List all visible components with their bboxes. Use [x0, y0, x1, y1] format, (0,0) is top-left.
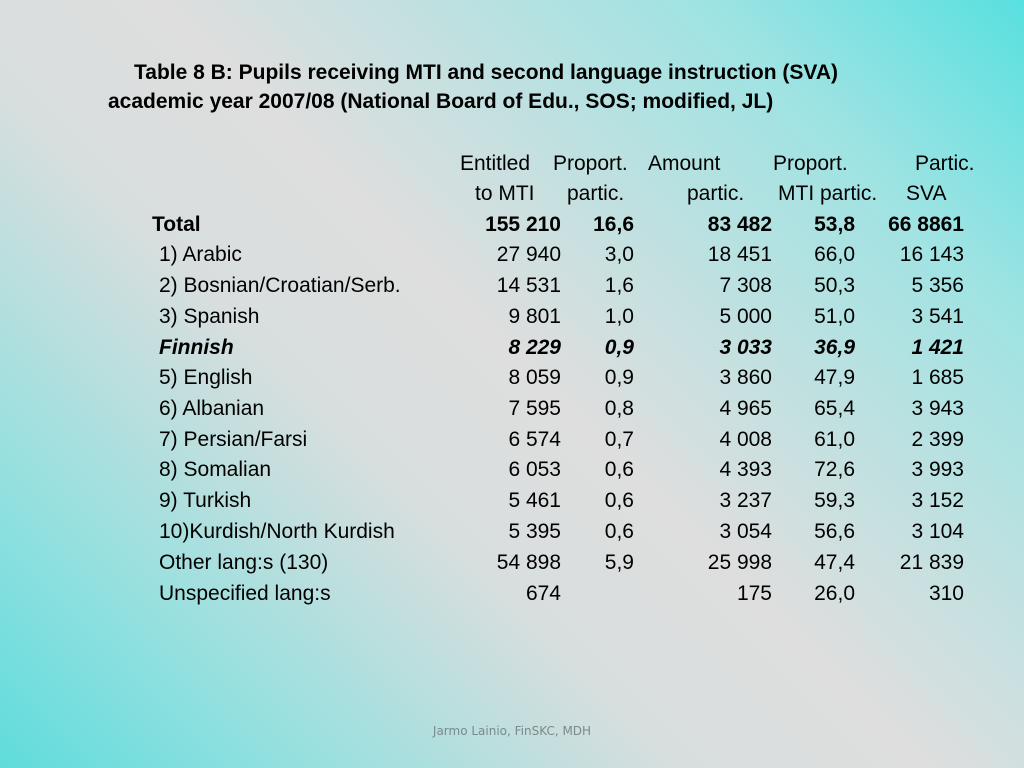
table-row	[0, 364, 1024, 392]
cell-entitled: 5 395	[508, 520, 561, 543]
cell-partic-sva: 3 541	[911, 305, 964, 328]
header-row-2	[0, 180, 1024, 208]
cell-amount: 4 965	[719, 397, 772, 420]
header-proport: Proport.	[553, 152, 628, 175]
cell-partic-sva: 3 152	[911, 489, 964, 512]
cell-amount: 3 054	[719, 520, 772, 543]
cell-entitled: 5 461	[508, 489, 561, 512]
header-partic-1: partic.	[567, 182, 625, 205]
header-entitled: Entitled	[460, 152, 531, 175]
table-row	[0, 395, 1024, 423]
row-label: Finnish	[159, 336, 234, 359]
cell-entitled: 674	[525, 582, 561, 605]
cell-partic-sva: 310	[928, 582, 964, 605]
cell-proport-mti: 53,8	[814, 213, 855, 236]
row-label: Unspecified lang:s	[159, 582, 331, 605]
cell-proport-mti: 51,0	[814, 305, 855, 328]
cell-proport-mti: 66,0	[814, 243, 855, 266]
cell-proport: 0,9	[604, 366, 634, 389]
cell-partic-sva: 16 143	[899, 243, 964, 266]
cell-proport-mti: 50,3	[814, 274, 855, 297]
cell-partic-sva: 3 104	[911, 520, 964, 543]
table-row	[0, 426, 1024, 454]
table-row	[0, 241, 1024, 269]
cell-entitled: 7 595	[508, 397, 561, 420]
cell-proport: 3,0	[604, 243, 634, 266]
cell-entitled: 27 940	[496, 243, 561, 266]
row-label: 7) Persian/Farsi	[159, 428, 308, 451]
row-label: 5) English	[159, 366, 253, 389]
table-row	[0, 518, 1024, 546]
cell-amount: 3 237	[719, 489, 772, 512]
table-title	[108, 58, 1008, 116]
cell-proport: 16,6	[593, 213, 634, 236]
cell-proport: 1,0	[604, 305, 634, 328]
cell-entitled: 14 531	[496, 274, 561, 297]
cell-proport-mti: 59,3	[814, 489, 855, 512]
cell-entitled: 9 801	[508, 305, 561, 328]
cell-proport: 0,9	[604, 336, 634, 359]
cell-partic-sva: 21 839	[899, 551, 964, 574]
row-label: 2) Bosnian/Croatian/Serb.	[159, 274, 401, 297]
cell-amount: 4 393	[719, 458, 772, 481]
cell-partic-sva: 66 8861	[888, 213, 964, 236]
cell-proport-mti: 56,6	[814, 520, 855, 543]
cell-entitled: 6 574	[508, 428, 561, 451]
cell-amount: 3 033	[719, 336, 772, 359]
cell-proport: 0,7	[604, 428, 634, 451]
cell-proport-mti: 72,6	[814, 458, 855, 481]
cell-entitled: 54 898	[496, 551, 561, 574]
cell-partic-sva: 1 685	[911, 366, 964, 389]
table-row	[0, 272, 1024, 300]
cell-proport: 0,8	[604, 397, 634, 420]
cell-proport: 0,6	[604, 489, 634, 512]
header-sva: SVA	[906, 182, 947, 205]
cell-proport-mti: 61,0	[814, 428, 855, 451]
row-label: Other lang:s (130)	[159, 551, 329, 574]
table-row	[0, 303, 1024, 331]
header-row-1	[0, 150, 1024, 178]
cell-proport-mti: 36,9	[814, 336, 855, 359]
row-label: 6) Albanian	[159, 397, 265, 420]
cell-amount: 4 008	[719, 428, 772, 451]
row-label: Total	[152, 213, 201, 236]
row-label: 1) Arabic	[159, 243, 242, 266]
cell-proport-mti: 47,4	[814, 551, 855, 574]
cell-amount: 18 451	[707, 243, 772, 266]
header-proport-2: Proport.	[773, 152, 848, 175]
cell-partic-sva: 2 399	[911, 428, 964, 451]
cell-partic-sva: 3 993	[911, 458, 964, 481]
header-amount: Amount	[648, 152, 721, 175]
table-row	[0, 211, 1024, 239]
cell-partic-sva: 5 356	[911, 274, 964, 297]
table-row	[0, 456, 1024, 484]
row-label: 3) Spanish	[159, 305, 260, 328]
title-line-1: Table 8 B: Pupils receiving MTI and second language instruction (SVA)	[134, 61, 838, 84]
cell-entitled: 155 210	[485, 213, 561, 236]
cell-amount: 7 308	[719, 274, 772, 297]
cell-entitled: 8 229	[508, 336, 561, 359]
cell-entitled: 6 053	[508, 458, 561, 481]
cell-amount: 5 000	[719, 305, 772, 328]
cell-proport: 5,9	[604, 551, 634, 574]
header-mti-partic: MTI partic.	[778, 182, 878, 205]
header-partic-2: partic.	[687, 182, 745, 205]
cell-amount: 175	[736, 582, 772, 605]
cell-proport-mti: 26,0	[814, 582, 855, 605]
row-label: 10)Kurdish/North Kurdish	[159, 520, 395, 543]
header-partic: Partic.	[915, 152, 975, 175]
table-row	[0, 334, 1024, 362]
cell-proport-mti: 65,4	[814, 397, 855, 420]
cell-proport: 0,6	[604, 458, 634, 481]
cell-proport: 1,6	[604, 274, 634, 297]
cell-proport-mti: 47,9	[814, 366, 855, 389]
table-row	[0, 487, 1024, 515]
row-label: 8) Somalian	[159, 458, 272, 481]
cell-partic-sva: 1 421	[911, 336, 964, 359]
title-line-2: academic year 2007/08 (National Board of Edu., SOS; modified, JL)	[108, 90, 774, 113]
table-row	[0, 549, 1024, 577]
table-row	[0, 580, 1024, 608]
cell-proport: 0,6	[604, 520, 634, 543]
cell-amount: 83 482	[707, 213, 772, 236]
cell-amount: 3 860	[719, 366, 772, 389]
row-label: 9) Turkish	[159, 489, 252, 512]
cell-partic-sva: 3 943	[911, 397, 964, 420]
cell-amount: 25 998	[707, 551, 772, 574]
footer-credit: Jarmo Lainio, FinSKC, MDH	[432, 724, 592, 738]
cell-entitled: 8 059	[508, 366, 561, 389]
header-to-mti: to MTI	[475, 182, 535, 205]
